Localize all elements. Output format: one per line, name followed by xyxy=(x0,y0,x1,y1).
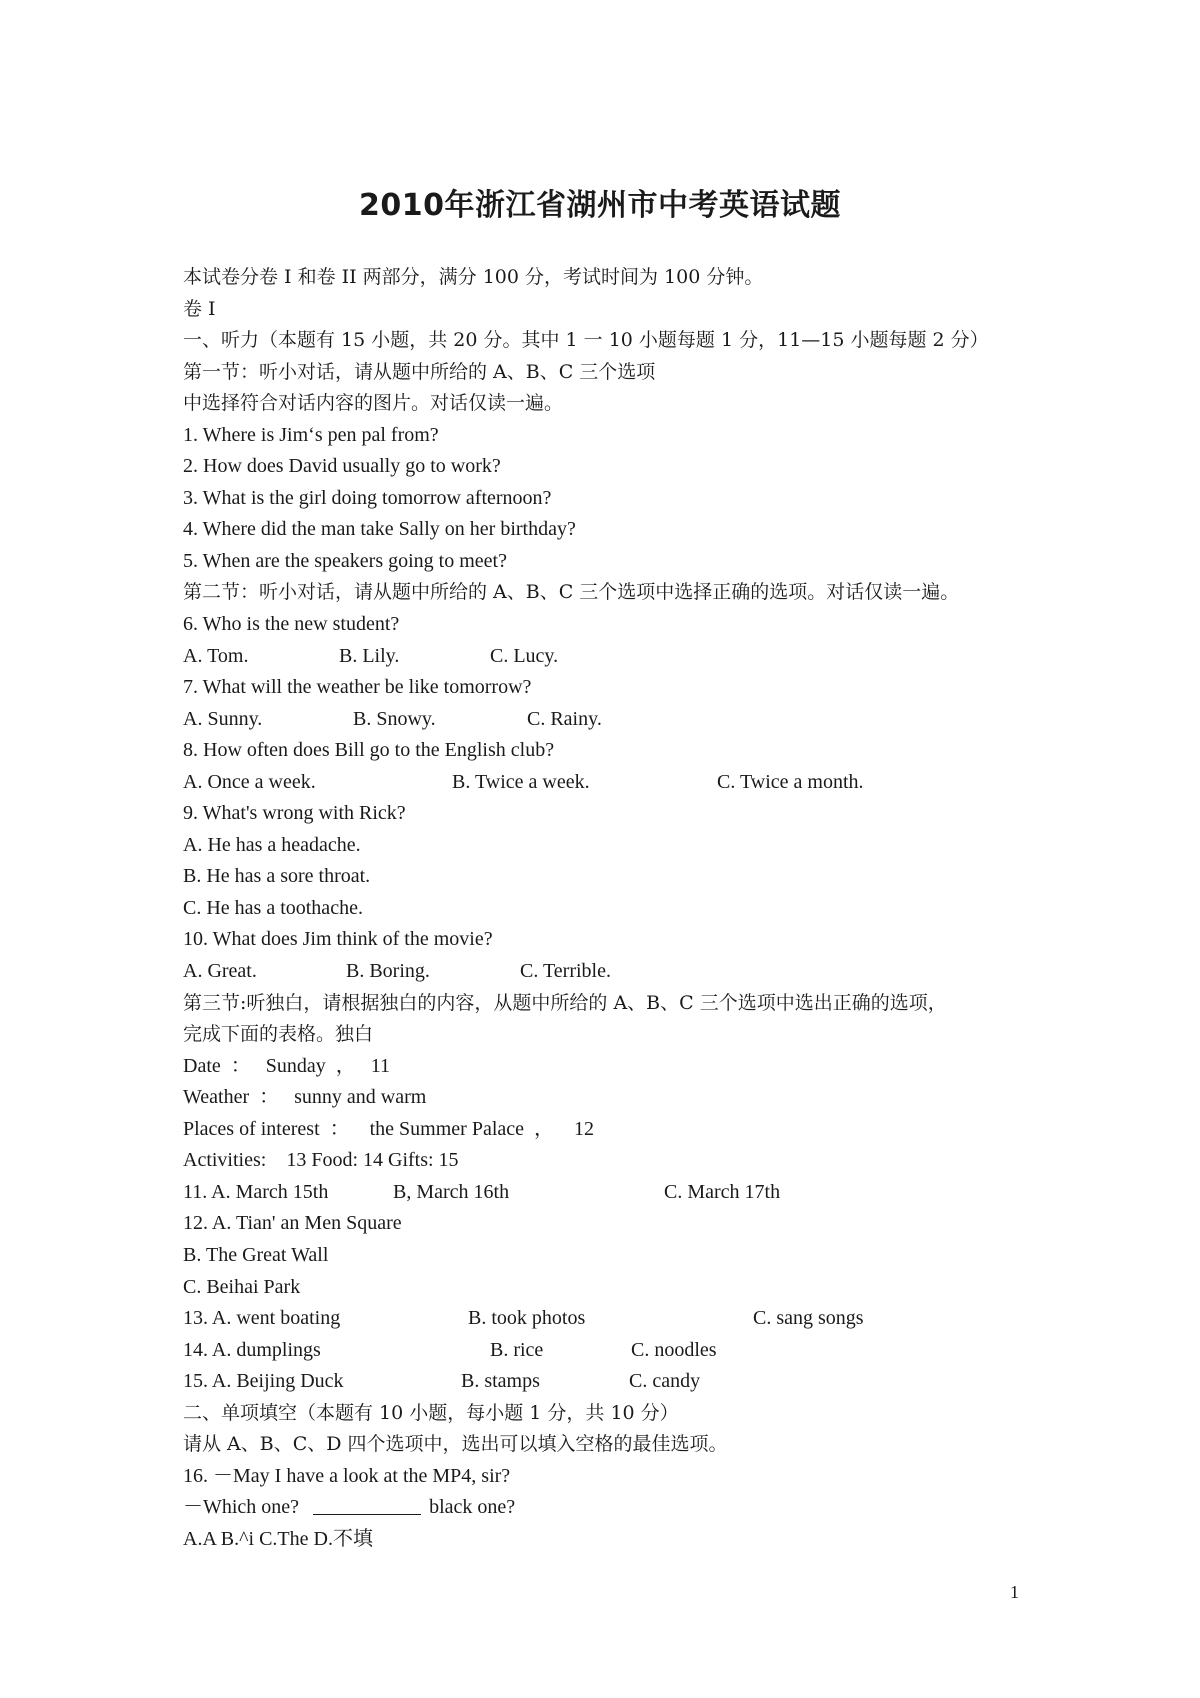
section-heading: 二、单项填空（本题有 10 小题，每小题 1 分，共 10 分） xyxy=(183,1401,679,1424)
options-row xyxy=(183,641,1063,673)
option: C. candy xyxy=(629,1370,701,1393)
option: C. Twice a month. xyxy=(717,770,864,793)
question: 6. Who is the new student? xyxy=(183,613,400,636)
form-row-activities: Activities: 13 Food: 14 Gifts: 15 xyxy=(183,1149,459,1172)
dialogue-text: －Which one? xyxy=(183,1496,300,1519)
page-number: 1 xyxy=(1010,1582,1019,1602)
option: B. The Great Wall xyxy=(183,1243,329,1266)
question: 2. How does David usually go to work? xyxy=(183,455,501,478)
option: B. Boring. xyxy=(346,960,430,983)
part-instruction: 第三节:听独白，请根据独白的内容，从题中所给的 A、B、C 三个选项中选出正确的选项， xyxy=(183,991,947,1014)
question-blank-line xyxy=(183,1492,1063,1524)
question: 10. What does Jim think of the movie? xyxy=(183,928,493,951)
option: A. Once a week. xyxy=(183,770,316,793)
options-row xyxy=(183,1335,1063,1367)
options-row xyxy=(183,1303,1063,1335)
option: B. took photos xyxy=(468,1307,586,1330)
question: 1. Where is Jim‘s pen pal from? xyxy=(183,423,439,446)
option: A. He has a headache. xyxy=(183,833,361,856)
option: B. He has a sore throat. xyxy=(183,865,371,888)
form-row-date: Date ： Sunday ， 11 xyxy=(183,1054,391,1077)
option: B. Lily. xyxy=(339,644,400,667)
answer-blank xyxy=(313,1494,421,1515)
option: B. Twice a week. xyxy=(452,770,590,793)
question: 16. －May I have a look at the MP4, sir? xyxy=(183,1464,511,1487)
exam-body xyxy=(183,262,1063,1555)
question: 9. What's wrong with Rick? xyxy=(183,802,406,825)
option: 14. A. dumplings xyxy=(183,1338,321,1361)
option: C. March 17th xyxy=(664,1180,781,1203)
option: A. Great. xyxy=(183,960,257,983)
option: C. sang songs xyxy=(753,1307,864,1330)
options-row xyxy=(183,1177,1063,1209)
question: 7. What will the weather be like tomorrow? xyxy=(183,676,532,699)
option: C. Lucy. xyxy=(490,644,559,667)
part-instruction: 第一节：听小对话，请从题中所给的 A、B、C 三个选项 xyxy=(183,360,656,383)
part-instruction: 完成下面的表格。独白 xyxy=(183,1023,374,1046)
option: B. rice xyxy=(490,1338,544,1361)
part-instruction: 第二节：听小对话，请从题中所给的 A、B、C 三个选项中选择正确的选项。对话仅读一遍。 xyxy=(183,581,960,604)
intro-line: 本试卷分卷 I 和卷 II 两部分，满分 100 分，考试时间为 100 分钟。 xyxy=(183,266,764,288)
option: 12. A. Tian' an Men Square xyxy=(183,1212,402,1235)
question: 8. How often does Bill go to the English club? xyxy=(183,739,555,762)
options-row xyxy=(183,704,1063,736)
option: C. Terrible. xyxy=(520,960,611,983)
volume-label: 卷 I xyxy=(183,297,216,320)
option: B, March 16th xyxy=(393,1180,510,1203)
form-row-weather: Weather ： sunny and warm xyxy=(183,1086,427,1109)
option: C. Beihai Park xyxy=(183,1275,301,1298)
question: 3. What is the girl doing tomorrow afternoon? xyxy=(183,486,552,509)
option: C. noodles xyxy=(631,1338,717,1361)
option: B. Snowy. xyxy=(353,707,436,730)
question: 4. Where did the man take Sally on her birthday? xyxy=(183,518,576,541)
section-instruction: 请从 A、B、C、D 四个选项中，选出可以填入空格的最佳选项。 xyxy=(183,1433,728,1456)
options-row: A.A B.^i C.The D.不填 xyxy=(183,1527,373,1550)
options-row xyxy=(183,767,1063,799)
form-row-places: Places of interest ： the Summer Palace ， 12 xyxy=(183,1117,595,1140)
option: B. stamps xyxy=(461,1370,540,1393)
part-instruction: 中选择符合对话内容的图片。对话仅读一遍。 xyxy=(183,392,564,415)
option: A. Sunny. xyxy=(183,707,263,730)
option: 11. A. March 15th xyxy=(183,1180,329,1203)
option: C. He has a toothache. xyxy=(183,896,363,919)
option: C. Rainy. xyxy=(527,707,602,730)
options-row xyxy=(183,956,1063,988)
section-heading: 一、听力（本题有 15 小题，共 20 分。其中 1 一 10 小题每题 1 分，11—15 小题每题 2 分） xyxy=(183,329,989,352)
page-title: 2010年浙江省湖州市中考英语试题 xyxy=(359,188,841,223)
option: A. Tom. xyxy=(183,644,249,667)
options-row xyxy=(183,1366,1063,1398)
question: 5. When are the speakers going to meet? xyxy=(183,549,507,572)
dialogue-text: black one? xyxy=(429,1496,516,1519)
option: 13. A. went boating xyxy=(183,1307,341,1330)
option: 15. A. Beijing Duck xyxy=(183,1370,344,1393)
